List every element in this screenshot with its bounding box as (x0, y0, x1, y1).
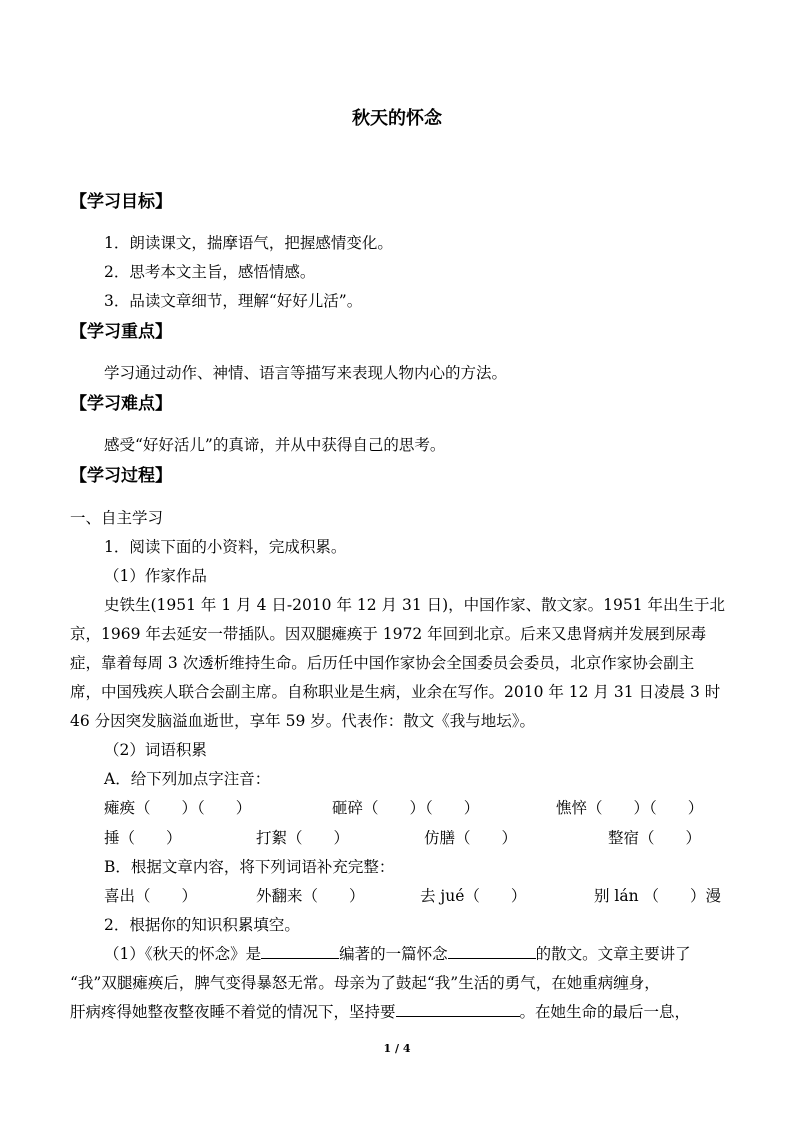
blank-action[interactable] (396, 1000, 520, 1017)
goal-item-2: 2．思考本文主旨，感悟情感。 (104, 263, 316, 281)
pinyin-item: 打絮（ ） (256, 829, 350, 847)
blank-author[interactable] (261, 942, 339, 959)
bio-line-3: 症，靠着每周 3 次透析维持生命。后历任中国作家协会全国委员会委员，北京作家协会副主 (70, 654, 695, 672)
pinyin-item: 憔悴（ ）（ ） (556, 799, 704, 817)
pinyin-item: 砸碎（ ）（ ） (332, 799, 480, 817)
fill-line-2: “我”双腿瘫痪后，脾气变得暴怒无常。母亲为了鼓起“我”生活的勇气，在她重病缠身， (70, 974, 660, 992)
pinyin-item: 瘫痪（ ）（ ） (104, 799, 252, 817)
key-heading: 【学习重点】 (70, 322, 172, 342)
difficult-text: 感受“好好活儿”的真谛，并从中获得自己的思考。 (104, 436, 446, 454)
key-text: 学习通过动作、神情、语言等描写来表现人物内心的方法。 (104, 364, 508, 382)
word-item: 别 lán （ ）漫 (594, 887, 722, 905)
goal-item-1: 1．朗读课文，揣摩语气，把握感情变化。 (104, 234, 393, 252)
part-one-title: 一、自主学习 (70, 509, 164, 527)
fill-text: 编著的一篇怀念 (339, 945, 448, 963)
fill-text: 。在她生命的最后一息， (519, 1003, 691, 1021)
blank-subject[interactable] (448, 942, 536, 959)
goal-item-3: 3．品读文章细节，理解“好好儿活”。 (104, 292, 363, 310)
sub-section-1: （1）作家作品 (104, 567, 207, 585)
word-item: 去 jué（ ） (420, 887, 527, 905)
word-item: 喜出（ ） (104, 887, 198, 905)
fill-text: 的散文。文章主要讲了 (535, 945, 691, 963)
question-2: 2．根据你的知识积累填空。 (104, 916, 300, 934)
pinyin-item: 捶（ ） (104, 829, 182, 847)
question-1: 1．阅读下面的小资料，完成积累。 (104, 538, 347, 556)
pinyin-item: 仿膳（ ） (424, 829, 518, 847)
bio-line-2: 京，1969 年去延安一带插队。因双腿瘫痪于 1972 年回到北京。后来又患肾病并发展到尿毒 (70, 625, 707, 643)
bio-line-1: 史铁生(1951 年 1 月 4 日-2010 年 12 月 31 日)，中国作家、散文家。1951 年出生于北 (104, 596, 726, 614)
page-number: 1 / 4 (383, 1042, 411, 1055)
pinyin-item: 整宿（ ） (608, 829, 702, 847)
fill-text: （1）《秋天的怀念》是 (104, 945, 262, 963)
bio-line-4: 席，中国残疾人联合会副主席。自称职业是生病，业余在写作。2010 年 12 月 31 日凌晨 3 时 (70, 683, 721, 701)
difficult-heading: 【学习难点】 (70, 394, 172, 414)
page-title: 秋天的怀念 (352, 108, 442, 129)
process-heading: 【学习过程】 (70, 466, 172, 486)
fill-text: 肝病疼得她整夜整夜睡不着觉的情况下，坚持要 (70, 1003, 396, 1021)
sub-section-2: （2）词语积累 (104, 741, 207, 759)
task-b: B．根据文章内容，将下列词语补充完整： (104, 858, 395, 876)
fill-line-1 (104, 942, 691, 966)
fill-line-3 (70, 1000, 690, 1024)
word-item: 外翻来（ ） (256, 887, 365, 905)
bio-line-5: 46 分因突发脑溢血逝世，享年 59 岁。代表作：散文《我与地坛》。 (70, 712, 535, 730)
goals-heading: 【学习目标】 (70, 192, 172, 212)
task-a: A．给下列加点字注音： (104, 770, 271, 788)
